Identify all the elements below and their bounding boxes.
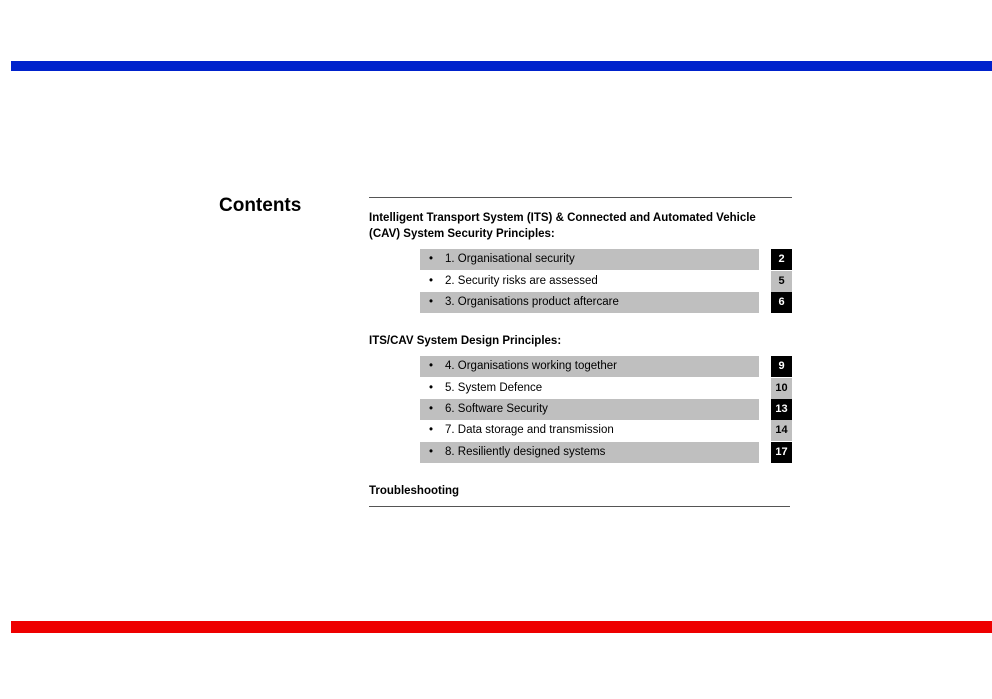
toc-item-label-box — [420, 442, 759, 463]
toc-page-number: 17 — [771, 442, 792, 463]
toc-page-number: 2 — [771, 249, 792, 270]
toc-item[interactable] — [420, 442, 792, 463]
toc-item-label: 8. Resiliently designed systems — [445, 446, 606, 458]
toc-page-number: 5 — [771, 271, 792, 292]
top-divider — [369, 197, 792, 198]
toc-item[interactable] — [420, 378, 792, 399]
toc-item-label: 7. Data storage and transmission — [445, 424, 614, 436]
toc-item-label: 5. System Defence — [445, 382, 543, 394]
top-accent-bar — [11, 61, 992, 71]
bullet-icon: • — [429, 296, 434, 308]
toc-page-number: 9 — [771, 356, 792, 377]
bottom-divider — [369, 506, 790, 507]
toc-item[interactable] — [420, 399, 792, 420]
toc-item-label-box — [420, 420, 759, 441]
toc-item-label-box — [420, 292, 759, 313]
bullet-icon: • — [429, 446, 434, 458]
section-heading-design-principles: ITS/CAV System Design Principles: — [369, 335, 562, 347]
section-heading-troubleshooting[interactable]: Troubleshooting — [369, 485, 460, 497]
toc-item[interactable] — [420, 292, 792, 313]
toc-item-label: 4. Organisations working together — [445, 360, 617, 372]
toc-page-number: 10 — [771, 378, 792, 399]
toc-item-label: 3. Organisations product aftercare — [445, 296, 619, 308]
toc-item-label: 6. Software Security — [445, 403, 548, 415]
toc-item[interactable] — [420, 420, 792, 441]
bullet-icon: • — [429, 253, 434, 265]
bullet-icon: • — [429, 424, 434, 436]
toc-item-label-box — [420, 249, 759, 270]
toc-page-number: 13 — [771, 399, 792, 420]
toc-item[interactable] — [420, 356, 792, 377]
toc-item[interactable] — [420, 249, 792, 270]
toc-page-number: 14 — [771, 420, 792, 441]
toc-item-label-box — [420, 356, 759, 377]
toc-item-label-box — [420, 378, 759, 399]
bullet-icon: • — [429, 275, 434, 287]
page-title: Contents — [219, 195, 302, 216]
toc-item-label: 2. Security risks are assessed — [445, 275, 598, 287]
toc-item[interactable] — [420, 271, 792, 292]
toc-item-label-box — [420, 399, 759, 420]
toc-item-label-box — [420, 271, 759, 292]
toc-page-number: 6 — [771, 292, 792, 313]
toc-item-label: 1. Organisational security — [445, 253, 575, 265]
bullet-icon: • — [429, 403, 434, 415]
bullet-icon: • — [429, 360, 434, 372]
section-heading-security-principles: Intelligent Transport System (ITS) & Connected and Automated Vehicle (CAV) System Security Principles: — [369, 212, 756, 240]
bullet-icon: • — [429, 382, 434, 394]
bottom-accent-bar — [11, 621, 992, 633]
